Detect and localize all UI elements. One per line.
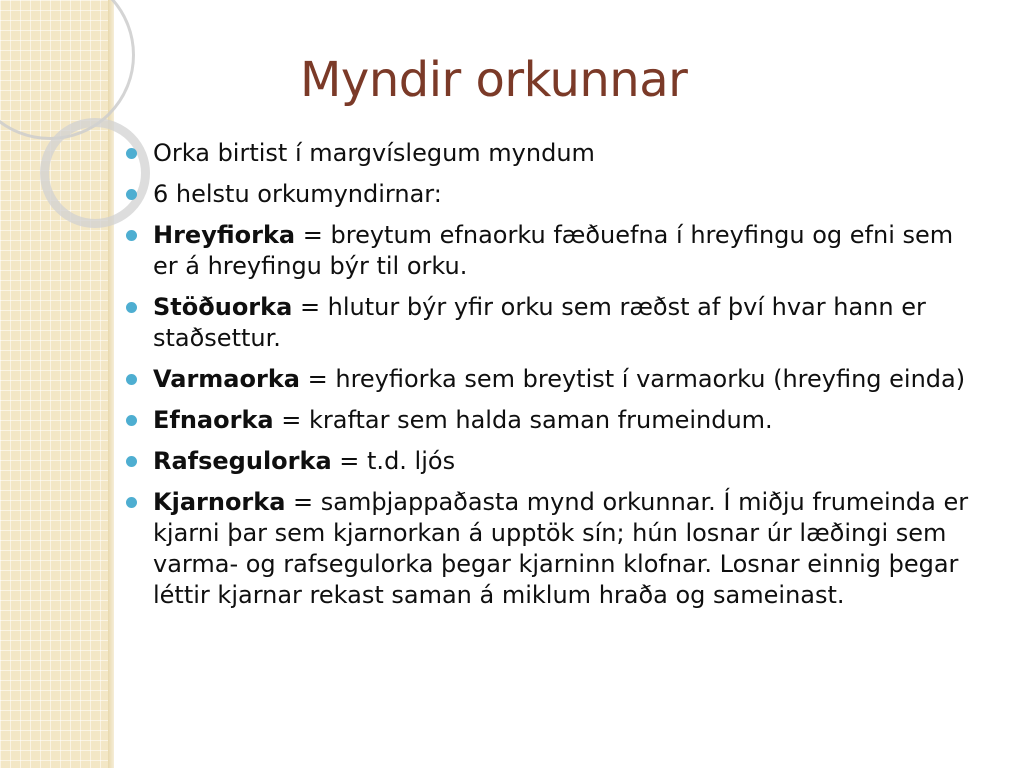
bullet-term: Stöðuorka xyxy=(153,293,293,321)
slide-title: Myndir orkunnar xyxy=(300,52,688,108)
bullet-term: Efnaorka xyxy=(153,406,274,434)
bullet-item xyxy=(120,405,970,436)
bullet-term: Kjarnorka xyxy=(153,488,286,516)
bullet-item xyxy=(120,487,970,611)
bullet-text: = t.d. ljós xyxy=(331,447,456,475)
bullet-item xyxy=(120,364,970,395)
bullet-text: Orka birtist í margvíslegum myndum xyxy=(153,139,595,167)
bullet-item xyxy=(120,179,970,210)
bullet-text: = hlutur býr yfir orku sem ræðst af því hvar hann er staðsettur. xyxy=(153,293,926,352)
bullet-marker-icon xyxy=(126,148,137,159)
bullet-term: Rafsegulorka xyxy=(153,447,332,475)
bullet-term: Hreyfiorka xyxy=(153,221,296,249)
bullet-text: 6 helstu orkumyndirnar: xyxy=(153,180,442,208)
bullet-item xyxy=(120,138,970,169)
bullet-item xyxy=(120,292,970,354)
bullet-list xyxy=(120,138,970,621)
bullet-item xyxy=(120,220,970,282)
bullet-marker-icon xyxy=(126,302,137,313)
bullet-text: = breytum efnaorku fæðuefna í hreyfingu og efni sem er á hreyfingu býr til orku. xyxy=(153,221,954,280)
bullet-item xyxy=(120,446,970,477)
bullet-marker-icon xyxy=(126,189,137,200)
bullet-term: Varmaorka xyxy=(153,365,300,393)
decorative-ring-large xyxy=(0,0,135,140)
bullet-marker-icon xyxy=(126,497,137,508)
bullet-text: = kraftar sem halda saman frumeindum. xyxy=(273,406,773,434)
bullet-text: = hreyfiorka sem breytist í varmaorku (hreyfing einda) xyxy=(299,365,966,393)
bullet-marker-icon xyxy=(126,230,137,241)
bullet-text: = samþjappaðasta mynd orkunnar. Í miðju frumeinda er kjarni þar sem kjarnorkan á upptök sín; hún losnar úr læðingi sem varma- og rafsegulorka þegar kjarninn klofnar. Losnar einnig þegar léttir kjarnar rekast saman á miklum hraða og sameinast. xyxy=(153,488,969,609)
bullet-marker-icon xyxy=(126,415,137,426)
bullet-marker-icon xyxy=(126,374,137,385)
bullet-marker-icon xyxy=(126,456,137,467)
